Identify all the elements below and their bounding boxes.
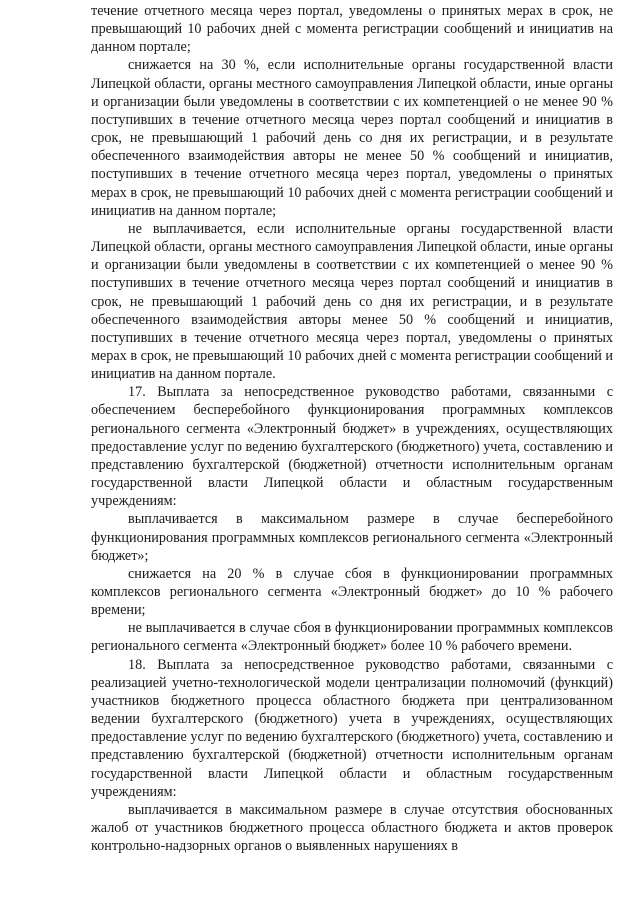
paragraph-17-not-paid: не выплачивается в случае сбоя в функционировании программных комплексов регионального сегмента «Электронный бюджет» более 10 % рабочего времени.	[91, 620, 613, 655]
paragraph-continuation: течение отчетного месяца через портал, уведомлены о принятых мерах в срок, не превышающий 10 рабочих дней с момента регистрации сообщений и инициатив на данном портале;	[91, 3, 613, 56]
paragraph-item-17: 17. Выплата за непосредственное руководство работами, связанными с обеспечением бесперебойного функционирования программных комплексов регионального сегмента «Электронный бюджет» в учреждениях, осуществляющих предоставление услуг по ведению бухгалтерского (бюджетного) учета, составлению и представлению бухгалтерской (бюджетной) отчетности исполнительным органам государственной власти Липецкой области и областным государственным учреждениям:	[91, 384, 614, 510]
document-body	[91, 2, 613, 855]
paragraph-17-max: выплачивается в максимальном размере в случае бесперебойного функционирования программных комплексов регионального сегмента «Электронный бюджет»;	[91, 511, 613, 564]
paragraph-item-18: 18. Выплата за непосредственное руководство работами, связанными с реализацией учетно-технологической модели централизации полномочий (функций) участников бюджетного процесса областного бюджета при централизованном ведении бухгалтерского (бюджетного) учета в учреждениях, осуществляющих предоставление услуг по ведению бухгалтерского (бюджетного) учета, составлению и представлению бухгалтерской (бюджетной) отчетности исполнительным органам государственной власти Липецкой области и областным государственным учреждениям:	[91, 656, 614, 800]
paragraph-reduced-30: снижается на 30 %, если исполнительные органы государственной власти Липецкой области, органы местного самоуправления Липецкой области, иные органы и организации были уведомлены в соответствии с их компетенцией о не менее 90 % поступивших в течение отчетного месяца через портал сообщений и инициатив в срок, не превышающий 1 рабочий день со дня их регистрации, и в результате обеспеченного взаимодействия авторы не менее 50 % сообщений и инициатив, поступивших в течение отчетного месяца через портал, уведомлены о принятых мерах в срок, не превышающий 10 рабочих дней с момента регистрации сообщений и инициатив на данном портале;	[91, 57, 613, 219]
paragraph-17-reduced: снижается на 20 % в случае сбоя в функционировании программных комплексов регионального сегмента «Электронный бюджет» до 10 % рабочего времени;	[91, 565, 613, 619]
paragraph-18-max: выплачивается в максимальном размере в случае отсутствия обоснованных жалоб от участников бюджетного процесса областного бюджета и актов проверок контрольно-надзорных органов о выявленных нарушениях в	[91, 801, 613, 855]
paragraph-not-paid: не выплачивается, если исполнительные органы государственной власти Липецкой области, органы местного самоуправления Липецкой области, иные органы и организации были уведомлены в соответствии с их компетенцией о менее 90 % поступивших в течение отчетного месяца через портал сообщений и инициатив в срок, не превышающий 1 рабочий день со дня их регистрации, и в результате обеспеченного взаимодействия авторы менее 50 % сообщений и инициатив, поступивших в течение отчетного месяца через портал, уведомлены о принятых мерах в срок, не превышающий 10 рабочих дней с момента регистрации сообщений и инициатив на данном портале.	[91, 220, 613, 383]
